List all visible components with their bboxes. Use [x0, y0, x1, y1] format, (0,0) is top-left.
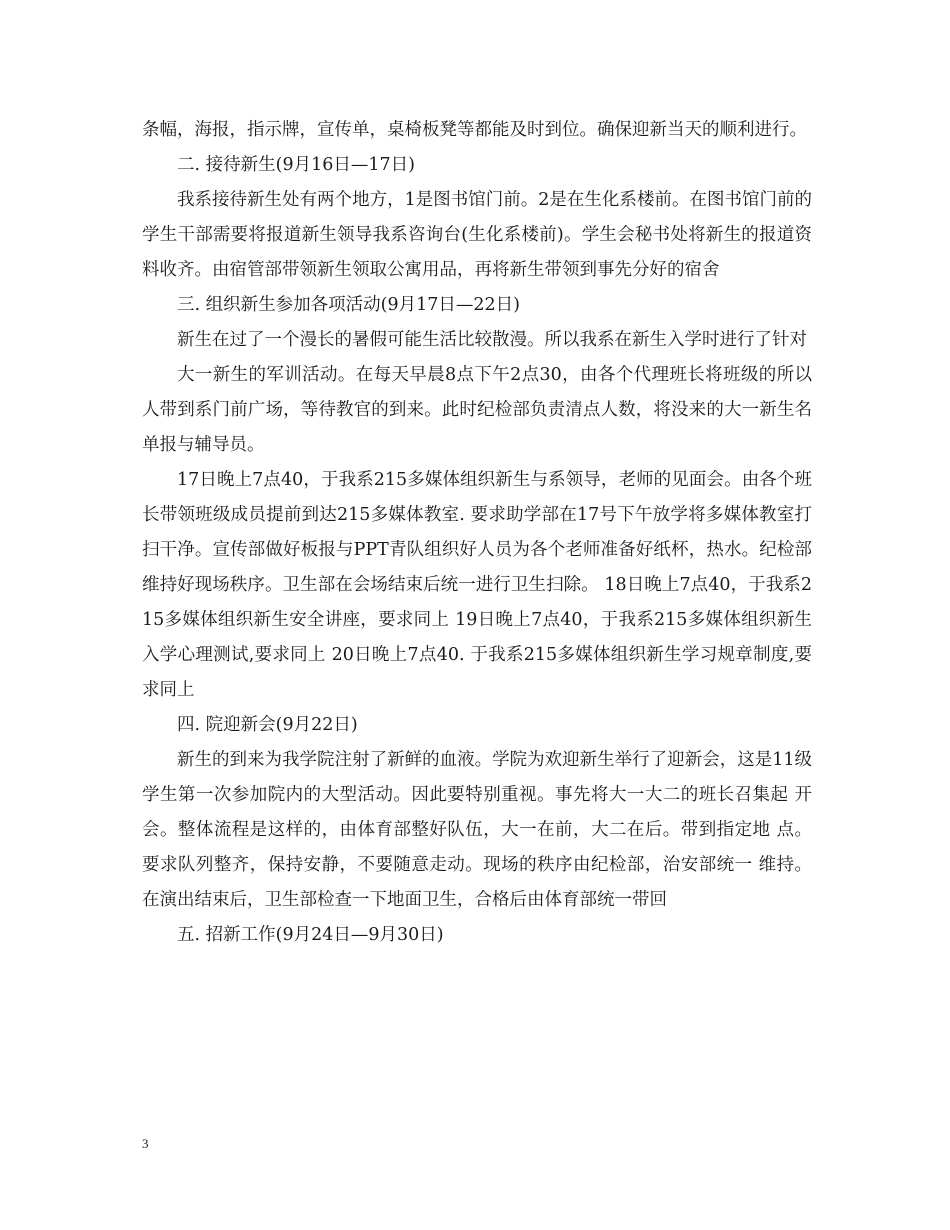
paragraph-continuation: 条幅，海报，指示牌，宣传单，桌椅板凳等都能及时到位。确保迎新当天的顺利进行。: [142, 120, 807, 140]
section-heading-5: 五. 招新工作(9月24日—9月30日): [177, 925, 444, 945]
section-heading-3: 三. 组织新生参加各项活动(9月17日—22日): [177, 295, 520, 315]
paragraph: 17日晚上7点40，于我系215多媒体组织新生与系领导，老师的见面会。由各个班长带领班级成员提前到达215多媒体教室. 要求助学部在17号下午放学将多媒体教室打扫干净。宣传部做好板报与PPT青队组织好人员为各个老师准备好纸杯，热水。纪检部维持好现场秩序。卫生部在会场结束后统一进行卫生扫除。 18日晚上7点40，于我系215多媒体组织新生安全讲座，要求同上 19日晚上7点40，于我系215多媒体组织新生入学心理测试,要求同上 20日晚上7点40. 于我系215多媒体组织新生学习规章制度,要求同上: [142, 470, 812, 700]
paragraph: 新生在过了一个漫长的暑假可能生活比较散漫。所以我系在新生入学时进行了针对: [177, 330, 807, 350]
document-body: [142, 113, 812, 953]
section-heading-4: 四. 院迎新会(9月22日): [177, 715, 358, 735]
page-number: 3: [142, 1136, 149, 1151]
paragraph: 大一新生的军训活动。在每天早晨8点下午2点30，由各个代理班长将班级的所以人带到系门前广场，等待教官的到来。此时纪检部负责清点人数，将没来的大一新生名单报与辅导员。: [142, 365, 812, 455]
paragraph: 我系接待新生处有两个地方，1是图书馆门前。2是在生化系楼前。在图书馆门前的学生干部需要将报道新生领导我系咨询台(生化系楼前)。学生会秘书处将新生的报道资料收齐。由宿管部带领新生领取公寓用品，再将新生带领到事先分好的宿舍: [142, 190, 812, 280]
section-heading-2: 二. 接待新生(9月16日—17日): [177, 155, 415, 175]
paragraph: 新生的到来为我学院注射了新鲜的血液。学院为欢迎新生举行了迎新会，这是11级 学生第一次参加院内的大型活动。因此要特别重视。事先将大一大二的班长召集起 开会。整体流程是这样的，由体育部整好队伍，大一在前，大二在后。带到指定地 点。要求队列整齐，保持安静，不要随意走动。现场的秩序由纪检部，治安部统一 维持。在演出结束后，卫生部检查一下地面卫生，合格后由体育部统一带回: [142, 750, 812, 910]
